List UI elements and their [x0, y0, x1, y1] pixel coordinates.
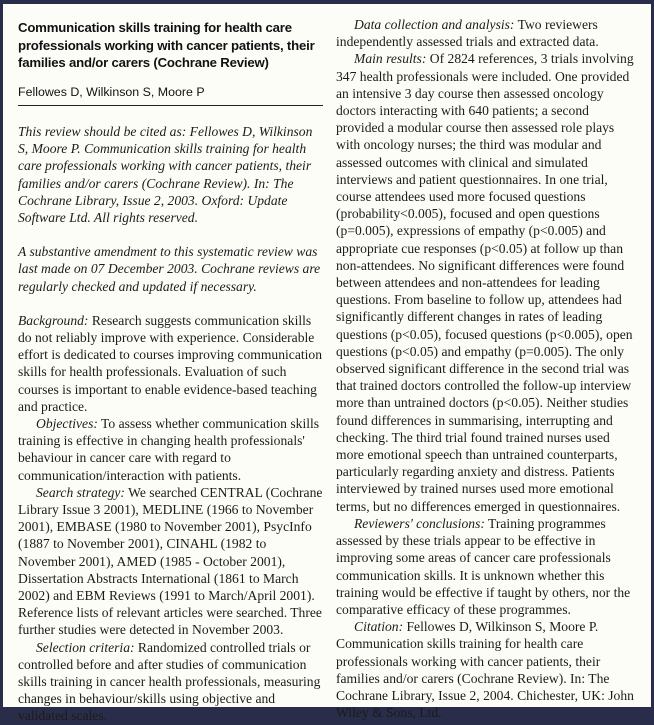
- selection-criteria-heading: Selection criteria:: [36, 639, 135, 655]
- main-results-text: Of 2824 references, 3 trials involving 347 health professionals were included. One provided an intensive 3 day course then assessed oncology doctors interacting with 640 patients; a second provided a modular course then assessed role plays with oncology nurses; the third was modular and assessed outcomes with clinical and simulated interviews and patient questionnaires. In one trial, course attendees used more focused questions (probability<0.005), focused and open questions (p=0.005), expressions of empathy (p<0.005) and appropriate cue responses (p<0.05) at follow up than non-attendees. No significant differences were found between attendees and non-attendees for leading questions. From baseline to follow up, attendees had significantly different changes in rates of leading questions (p<0.05), focused questions (p<0.005), open questions (p<0.05) and empathy (p=0.005). The only observed significant difference in the second trial was that trained doctors controlled the follow-up interview more than untrained doctors (p<0.05). Neither studies found differences in summarising, interrupting and checking. The third trial found trained nurses used more emotional speech than untrained counterparts, particularly regarding anxiety and distress. Patients interviewed by trained nurses used more emotional terms, but no differences emerged in questionnaires.: [336, 51, 634, 514]
- main-results-section: [336, 50, 638, 514]
- abstract-page: [3, 4, 651, 724]
- citation-note: This review should be cited as: Fellowes D, Wilkinson S, Moore P. Communication skills training for health care professionals working with cancer patients, their families and/or carers (Cochrane Review). In: The Cochrane Library, Issue 2, 2003. Oxford: Update Software Ltd. All rights reserved.: [18, 123, 313, 225]
- search-strategy-text: We searched CENTRAL (Cochrane Library Issue 3 2001), MEDLINE (1966 to November 2001), EMBASE (1980 to November 2001), PsycInfo (1887 to November 2001), CINAHL (1982 to November 2001), AMED (1985 - October 2001), Dissertation Abstracts International (1861 to March 2002) and EBM Reviews (1991 to March/April 2001). Reference lists of relevant articles were searched. Three further studies were detected in November 2003.: [18, 484, 323, 638]
- selection-criteria-section: [18, 639, 323, 725]
- citation-text: Fellowes D, Wilkinson S, Moore P. Communication skills training for health care professionals working with cancer patients, their families and/or carers (Cochrane Review). In: The Cochrane Library, Issue 2, 2004. Chichester, UK: John Wiley & Sons, Ltd.: [336, 619, 634, 721]
- conclusions-section: [336, 515, 638, 618]
- main-results-heading: Main results:: [354, 51, 427, 67]
- left-column: [18, 4, 323, 725]
- background-heading: Background:: [18, 312, 89, 328]
- right-column: [336, 4, 638, 721]
- conclusions-text: Training programmes assessed by these trials appear to be effective in improving some areas of cancer care professionals communication skills. It is unknown whether this training would be effective if taught by others, nor the comparative efficacy of these programmes.: [336, 515, 631, 617]
- objectives-heading: Objectives:: [36, 416, 98, 432]
- data-collection-text: Two reviewers independently assessed trials and extracted data.: [336, 17, 599, 50]
- objectives-section: [18, 415, 323, 484]
- citation-heading: Citation:: [354, 619, 404, 635]
- article-authors: Fellowes D, Wilkinson S, Moore P: [18, 84, 323, 106]
- data-collection-section: [336, 16, 638, 50]
- objectives-text: To assess whether communication skills training is effective in changing health professionals' behaviour in cancer care with regard to communication/interaction with patients.: [18, 416, 320, 483]
- search-strategy-section: [18, 484, 323, 639]
- conclusions-heading: Reviewers' conclusions:: [354, 515, 485, 531]
- amendment-note: A substantive amendment to this systematic review was last made on 07 December 2003. Cochrane reviews are regularly checked and updated if necessary.: [18, 244, 321, 294]
- data-collection-heading: Data collection and analysis:: [354, 17, 515, 32]
- background-section: [18, 312, 323, 415]
- search-strategy-heading: Search strategy:: [36, 484, 125, 500]
- citation-section: [336, 618, 638, 721]
- background-text: Research suggests communication skills do not reliably improve with experience. Considerable effort is dedicated to courses improving communication skills for health professionals. Evaluation of such courses is important to enable evidence-based teaching and practice.: [18, 312, 323, 414]
- selection-criteria-text: Randomized controlled trials or controlled before and after studies of communication skills training in cancer health professionals, measuring changes in behaviour/skills using objective and validated scales.: [18, 639, 321, 724]
- article-title: Communication skills training for health care professionals working with cancer patients, their families and/or carers (Cochrane Review): [18, 20, 315, 71]
